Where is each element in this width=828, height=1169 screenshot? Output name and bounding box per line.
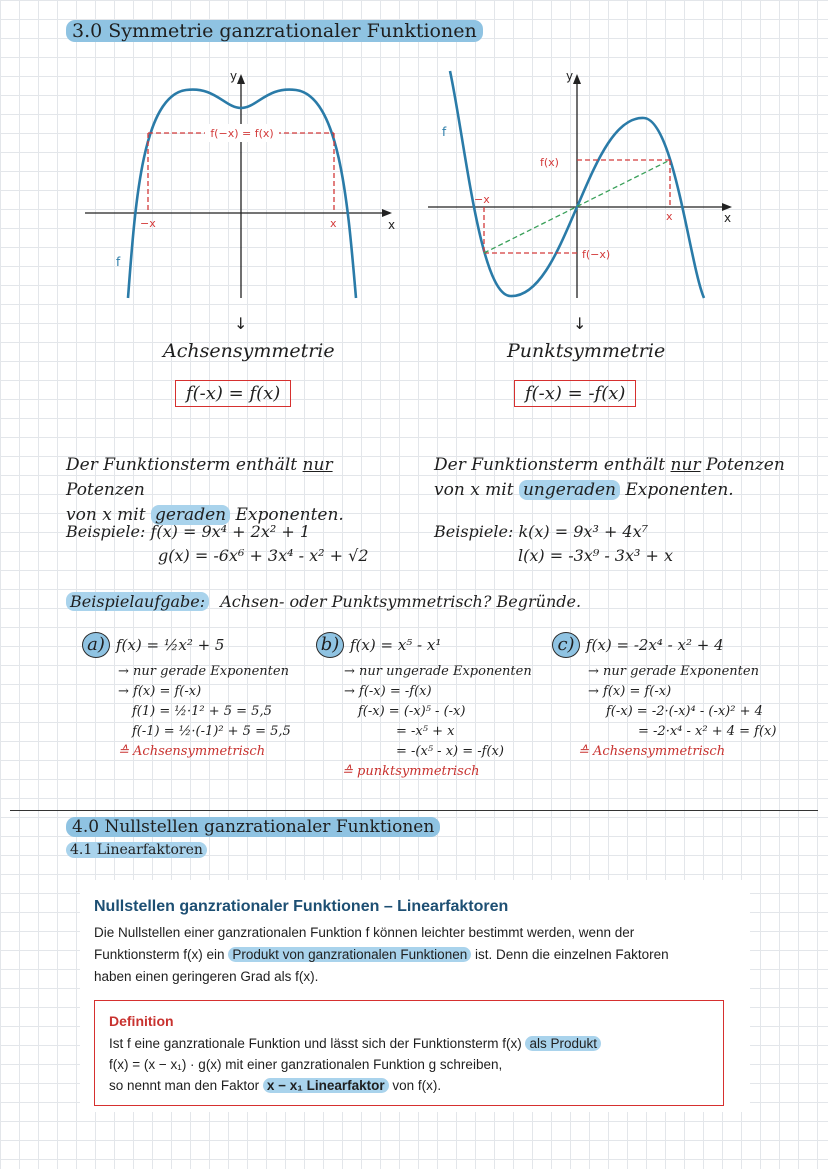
graph-left-x-label: x bbox=[388, 218, 396, 232]
task-c-result: ≙ Achsensymmetrisch bbox=[578, 744, 726, 759]
point-symmetry-graph bbox=[420, 66, 740, 306]
right-formula-box: f(-x) = -f(x) bbox=[514, 380, 636, 407]
axis-symmetry-graph bbox=[80, 66, 400, 306]
graph-right-f-label: f bbox=[442, 125, 447, 139]
graph-left-posx: x bbox=[330, 217, 337, 230]
task-a: a) f(x) = ½x² + 5 → nur gerade Exponenten → f(x) = f(-x) f(1) = ½·1² + 5 = 5,5 f(-1) = ½·(-1)² + 5 = 5,5 ≙ Achsensymmetrisch bbox=[82, 632, 302, 762]
task-b: b) f(x) = x⁵ - x¹ → nur ungerade Exponenten → f(-x) = -f(x) f(-x) = (-x)⁵ - (-x) = -x⁵ + x = -(x⁵ - x) = -f(x) ≙ punktsymmetrisch bbox=[316, 632, 546, 782]
graph-right-fnegx-label: f(−x) bbox=[582, 248, 611, 261]
graph-right-negx: −x bbox=[474, 193, 490, 206]
book-excerpt bbox=[80, 880, 750, 1112]
right-title: Punktsymmetrie bbox=[507, 340, 666, 362]
graph-left-negx: −x bbox=[140, 217, 156, 230]
left-title: Achsensymmetrie bbox=[163, 340, 335, 362]
graph-left-f-label: f bbox=[116, 255, 121, 269]
arrow-down-left-icon: ↓ bbox=[234, 314, 248, 333]
graph-left-y-label: y bbox=[230, 69, 238, 83]
task-b-result: ≙ punktsymmetrisch bbox=[342, 764, 480, 779]
section-4-title: 4.0 Nullstellen ganzrationaler Funktionen bbox=[66, 817, 440, 837]
left-formula-box: f(-x) = f(x) bbox=[175, 380, 291, 407]
section-4-subtitle: 4.1 Linearfaktoren bbox=[66, 842, 207, 858]
task-c: c) f(x) = -2x⁴ - x² + 4 → nur gerade Exponenten → f(x) = f(-x) f(-x) = -2·(-x)⁴ - (-x)² + 4 = -2·x⁴ - x² + 4 = f(x) ≙ Achsensymmetrisch bbox=[552, 632, 822, 762]
section-3-title: 3.0 Symmetrie ganzrationaler Funktionen bbox=[66, 20, 483, 42]
definition-title: Definition bbox=[109, 1013, 174, 1029]
right-explanation: Der Funktionsterm enthält nur Potenzen von x mit ungeraden Exponenten. bbox=[434, 455, 785, 500]
left-highlight: geraden bbox=[151, 505, 230, 525]
arrow-down-right-icon: ↓ bbox=[573, 314, 587, 333]
graph-right-posx: x bbox=[666, 210, 673, 223]
right-examples: Beispiele: k(x) = 9x³ + 4x⁷ l(x) = -3x⁹ - 3x³ + x bbox=[434, 522, 674, 565]
left-explanation: Der Funktionsterm enthält nur Potenzen von x mit geraden Exponenten. bbox=[66, 455, 344, 525]
left-examples: Beispiele: f(x) = 9x⁴ + 2x² + 1 g(x) = -6x⁶ + 3x⁴ - x² + √2 bbox=[66, 522, 369, 565]
example-task-heading: Beispielaufgabe: Achsen- oder Punktsymmetrisch? Begründe. bbox=[66, 592, 581, 611]
graph-right-fx-label: f(x) bbox=[540, 156, 559, 169]
task-a-result: ≙ Achsensymmetrisch bbox=[118, 744, 266, 759]
definition-box bbox=[94, 1000, 724, 1106]
graph-right-y-label: y bbox=[566, 69, 574, 83]
book-paragraph: Die Nullstellen einer ganzrationalen Funktion f können leichter bestimmt werden, wenn der Funktionsterm f(x) ein Produkt von ganzrationalen Funktionen ist. Denn die einzelnen Faktoren haben einen geringeren Grad als f(x). bbox=[94, 925, 669, 984]
graph-right-x-label: x bbox=[724, 211, 732, 225]
graph-left-eq-label: f(−x) = f(x) bbox=[210, 127, 274, 140]
right-highlight: ungeraden bbox=[519, 480, 620, 500]
book-heading: Nullstellen ganzrationaler Funktionen – Linearfaktoren bbox=[94, 898, 509, 915]
section-divider bbox=[10, 810, 818, 811]
definition-text: Ist f eine ganzrationale Funktion und lässt sich der Funktionsterm f(x) als Produkt f(x) = (x − x₁) · g(x) mit einer ganzrationalen Funktion g schreiben, so nennt man den Faktor x − x₁ Linearfaktor von f(x). bbox=[109, 1033, 713, 1096]
